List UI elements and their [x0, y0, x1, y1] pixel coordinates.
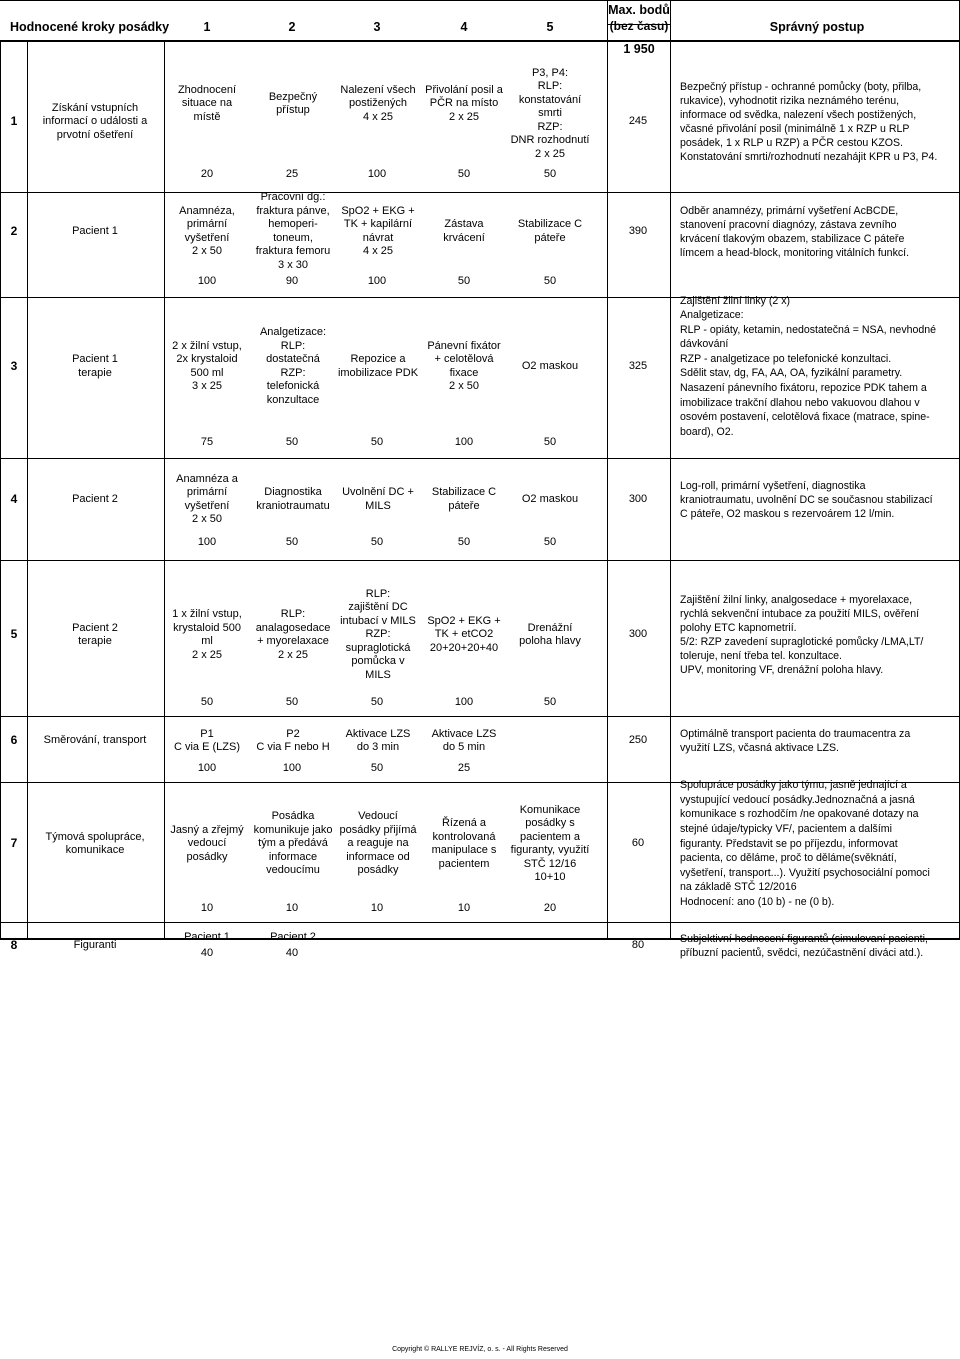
row-8-score-1: 40: [200, 947, 214, 959]
row-1-score-4: 50: [457, 168, 471, 180]
row-3-correct-procedure: Zajištění žilní linky (2 x) Analgetizace: RLP - opiáty, ketamin, nedostatečná = NSA, nevhodné dávkování RZP - analgetizace po telefonické konzultaci. Sdělit stav, dg, FA, AA, OA, fyzikální parametry. Nasazení pánevního fixátoru, repozice PDK tahem a imobilizace trakční dlahou nebo vakuovou dlahou v osovém postavení, celotělová fixace (matrace, spine- board), O2.: [680, 294, 937, 438]
row-4-step-1: Anamnéza a primární vyšetření 2 x 50: [176, 472, 238, 525]
header-title: Hodnocené kroky posádky: [10, 20, 170, 34]
row-4-number: 4: [10, 491, 18, 506]
row-2-step-2: Pracovní dg.: fraktura pánve, hemoperi- toneum, fraktura femoru 3 x 30: [255, 191, 331, 271]
row-6-name: Směrování, transport: [43, 734, 147, 747]
row-3-name: Pacient 1 terapie: [72, 353, 118, 379]
row-1-step-2: Bezpečný přístup: [268, 90, 318, 116]
row-2-score-3: 100: [367, 275, 387, 287]
row-7-score-1: 10: [200, 902, 214, 914]
row-6-score-3: 50: [370, 762, 384, 774]
row-7-step-3: Vedoucí posádky přijímá a reaguje na informace od posádky: [339, 810, 417, 877]
row-5-step-3: RLP: zajištění DC intubací v MILS RZP: supraglotická pomůcka v MILS: [340, 587, 416, 681]
row-3-number: 3: [10, 358, 18, 373]
row-3-step-3: Repozice a imobilizace PDK: [337, 353, 419, 379]
row-3-score-1: 75: [200, 436, 214, 448]
row-3-step-5: O2 maskou: [521, 359, 579, 372]
row-3-score-3: 50: [370, 436, 384, 448]
row-8-score-2: 40: [285, 947, 299, 959]
row-5-step-5: Drenážní poloha hlavy: [519, 621, 581, 647]
row-3-score-5: 50: [543, 436, 557, 448]
row-8-correct-procedure: Subjektivní hodnocení figurantů (simulovaní pacienti, příbuzní pacientů, svědci, nezúčastnění diváci atd.).: [680, 933, 928, 959]
row-8-name: Figuranti: [73, 939, 117, 952]
header-correct: Správný postup: [769, 20, 865, 34]
row-7-score-4: 10: [457, 902, 471, 914]
row-3-score-4: 100: [454, 436, 474, 448]
row-6-correct-procedure: Optimálně transport pacienta do traumacentra za využití LZS, včasná aktivace LZS.: [680, 728, 911, 754]
header-col-3: 3: [373, 20, 381, 34]
row-4-step-3: Uvolnění DC + MILS: [342, 486, 414, 512]
header-max-total: 1 950: [623, 42, 655, 56]
header-max-sub: (bez času): [609, 19, 669, 33]
row-7-step-4: Řízená a kontrolovaná manipulace s pacientem: [431, 817, 497, 870]
row-6-score-1: 100: [197, 762, 217, 774]
row-4-max-points: 300: [628, 492, 648, 505]
row-1-score-2: 25: [285, 168, 299, 180]
row-7-score-2: 10: [285, 902, 299, 914]
row-5-name: Pacient 2 terapie: [72, 621, 118, 647]
row-7-max-points: 60: [631, 837, 645, 850]
row-2-step-1: Anamnéza, primární vyšetření 2 x 50: [179, 204, 235, 257]
row-1-step-1: Zhodnocení situace na místě: [177, 83, 237, 123]
row-5-correct-procedure: Zajištění žilní linky, analgosedace + myorelaxace, rychlá sekvenční intubace za použití MILS, ověření polohy ETC kapnometrií. 5/2: RZP zavedení supraglotické pomůcky /LMA,LT/ toleruje, není třeba tel. konzultace. UPV, monitoring VF, drenážní poloha hlavy.: [680, 594, 924, 676]
row-5-number: 5: [10, 627, 18, 642]
row-1-step-3: Nalezení všech postižených 4 x 25: [340, 83, 416, 123]
row-8-step-2: Pacient 2: [270, 931, 316, 944]
copyright-footer: Copyright © RALLYE REJVÍZ, o. s. - All Rights Reserved: [392, 1346, 568, 1353]
row-5-score-1: 50: [200, 696, 214, 708]
row-5-score-5: 50: [543, 696, 557, 708]
row-5-score-3: 50: [370, 696, 384, 708]
row-7-score-5: 20: [543, 902, 557, 914]
row-6-step-3: Aktivace LZS do 3 min: [345, 727, 411, 753]
row-7-step-1: Jasný a zřejmý vedoucí posádky: [170, 823, 244, 863]
row-1-name: Získání vstupních informací o události a prvotní ošetření: [42, 101, 148, 141]
row-1-correct-procedure: Bezpečný přístup - ochranné pomůcky (boty, přilba, rukavice), vyhodnotit rizika neznámého terénu, informace od svědka, nalezení všech postižených, včasné přivolání posil (minimálně 1 x RZP u RLP posádek, 1 x RLP u RZP) a PČR cestou KZOS. Konstatování smrti/rozhodnutí nezahájit KPR u P3, P4.: [680, 81, 938, 163]
row-3-score-2: 50: [285, 436, 299, 448]
row-2-step-5: Stabilizace C páteře: [517, 218, 583, 244]
row-5-score-4: 100: [454, 696, 474, 708]
row-3-step-1: 2 x žilní vstup, 2x krystaloid 500 ml 3 x 25: [172, 339, 242, 392]
row-6-score-2: 100: [282, 762, 302, 774]
row-3-step-2: Analgetizace: RLP: dostatečná RZP: telefonická konzultace: [259, 326, 327, 406]
row-4-step-5: O2 maskou: [521, 492, 579, 505]
row-7-correct-procedure: Spolupráce posádky jako týmu, jasně jednající a vystupující vedoucí posádky.Jednoznačná a jasná komunikace s rozhodčím /ne opakované dotazy na stejné údaje/typicky VF/, pacientem a dalšími figuranty. Představit se po příjezdu, informovat pacienta, co děláme, proč to děláme(svěknátí, vyšetření, transport...). Využití psychosociální pomoci na základě STČ 12/2016 Hodnocení: ano (10 b) - ne (0 b).: [680, 779, 930, 909]
row-4-score-5: 50: [543, 536, 557, 548]
row-1-max-points: 245: [628, 115, 648, 128]
row-2-score-2: 90: [285, 275, 299, 287]
row-6-score-4: 25: [457, 762, 471, 774]
row-7-step-2: Posádka komunikuje jako tým a předává informace vedoucímu: [253, 810, 333, 877]
header-col-5: 5: [546, 20, 554, 34]
row-3-max-points: 325: [628, 359, 648, 372]
row-5-max-points: 300: [628, 628, 648, 641]
row-2-number: 2: [10, 223, 18, 238]
row-7-number: 7: [10, 836, 18, 851]
row-5-step-2: RLP: analagosedace + myorelaxace 2 x 25: [255, 608, 331, 661]
row-7-name: Týmová spolupráce, komunikace: [45, 830, 145, 856]
row-8-max-points: 80: [631, 939, 645, 952]
row-1-score-5: 50: [543, 168, 557, 180]
row-2-name: Pacient 1: [72, 224, 118, 237]
row-1-score-3: 100: [367, 168, 387, 180]
row-4-score-1: 100: [197, 536, 217, 548]
row-8-number: 8: [10, 938, 18, 953]
row-4-score-3: 50: [370, 536, 384, 548]
row-2-step-3: SpO2 + EKG + TK + kapilární návrat 4 x 25: [341, 204, 415, 257]
header-max-title: Max. bodů: [608, 3, 670, 17]
row-4-step-2: Diagnostika kraniotraumatu: [256, 486, 330, 512]
row-4-correct-procedure: Log-roll, primární vyšetření, diagnostika kraniotraumatu, uvolnění DC se současnou stabilizací C páteře, O2 maskou s rezervoárem 12 l/min.: [680, 479, 933, 520]
row-5-step-1: 1 x žilní vstup, krystaloid 500 ml 2 x 25: [172, 608, 242, 661]
header-col-1: 1: [203, 20, 211, 34]
row-1-step-4: Přivolání posil a PČR na místo 2 x 25: [425, 83, 503, 123]
row-7-step-5: Komunikace posádky s pacientem a figuranty, využití STČ 12/16 10+10: [510, 803, 590, 883]
row-1-score-1: 20: [200, 168, 214, 180]
row-6-step-4: Aktivace LZS do 5 min: [431, 727, 497, 753]
row-2-max-points: 390: [628, 224, 648, 237]
row-6-number: 6: [10, 733, 18, 748]
row-7-score-3: 10: [370, 902, 384, 914]
row-4-name: Pacient 2: [72, 492, 118, 505]
row-2-score-1: 100: [197, 275, 217, 287]
row-6-step-2: P2 C via F nebo H: [256, 727, 330, 753]
row-2-step-4: Zástava krvácení: [443, 218, 485, 244]
row-3-step-4: Pánevní fixátor + celotělová fixace 2 x 50: [427, 339, 501, 392]
row-2-score-4: 50: [457, 275, 471, 287]
row-2-score-5: 50: [543, 275, 557, 287]
row-5-score-2: 50: [285, 696, 299, 708]
row-5-step-4: SpO2 + EKG + TK + etCO2 20+20+20+40: [427, 614, 501, 654]
row-2-correct-procedure: Odběr anamnézy, primární vyšetření AcBCDE, stanovení pracovní diagnózy, zástava zevního krvácení tlakovým obazem, stabilizace C páteře límcem a head-block, monitoring vitálních funkcí.: [680, 204, 910, 259]
header-col-2: 2: [288, 20, 296, 34]
row-8-step-1: Pacient 1: [184, 931, 230, 944]
row-6-max-points: 250: [628, 734, 648, 747]
row-6-step-1: P1 C via E (LZS): [173, 727, 240, 753]
row-1-step-5: P3, P4: RLP: konstatování smrti RZP: DNR rozhodnutí 2 x 25: [510, 66, 590, 160]
row-4-score-4: 50: [457, 536, 471, 548]
row-1-number: 1: [10, 114, 18, 129]
row-4-step-4: Stabilizace C páteře: [431, 486, 497, 512]
header-col-4: 4: [460, 20, 468, 34]
row-4-score-2: 50: [285, 536, 299, 548]
